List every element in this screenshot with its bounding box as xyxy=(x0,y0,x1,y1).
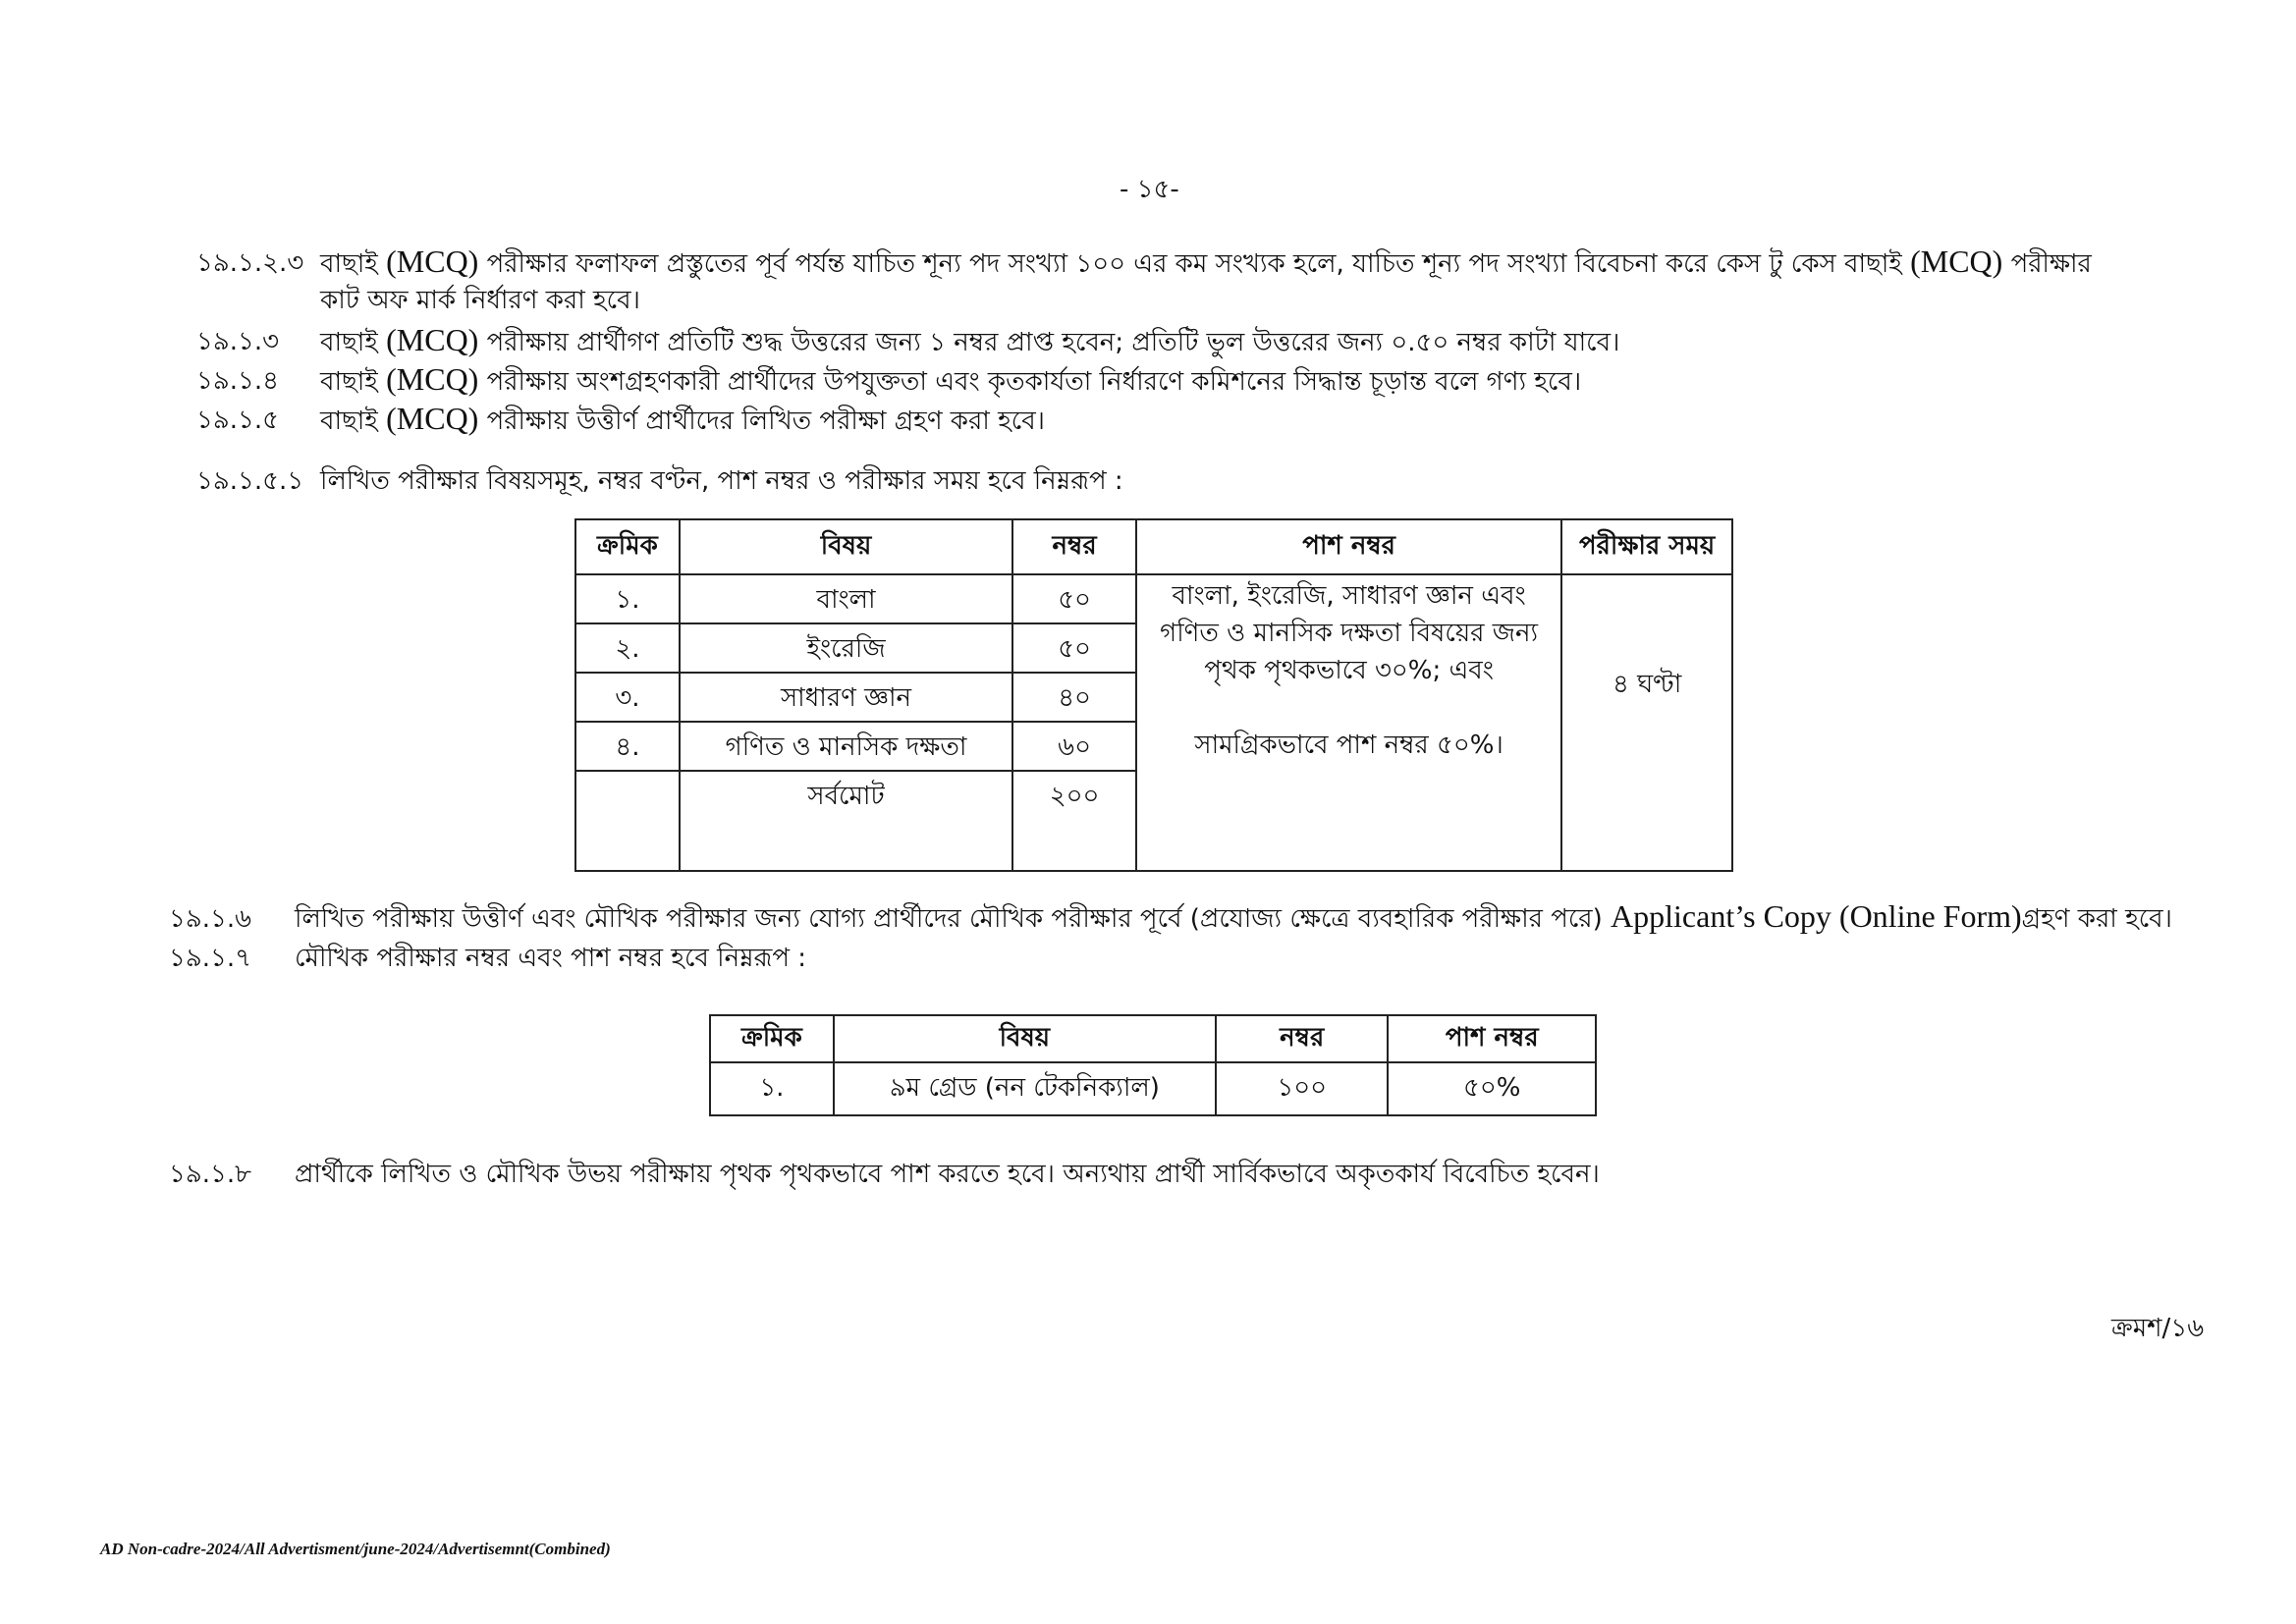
clause-number: ১৯.১.৮ xyxy=(169,1160,252,1189)
clause-text-part: লিখিত পরীক্ষায় উত্তীর্ণ এবং মৌখিক পরীক্ষার জন্য যোগ্য প্রার্থীদের মৌখিক পরীক্ষার পূর্বে (প্রযোজ্য ক্ষেত্রে ব্যবহারিক পরীক্ষার পরে) xyxy=(295,904,1603,934)
footer-file-path: AD Non-cadre-2024/All Advertisment/june-2024/Advertisemnt(Combined) xyxy=(100,1540,611,1558)
pass-rule-line: গণিত ও মানসিক দক্ষতা বিষয়ের জন্য xyxy=(1160,619,1539,648)
cell-serial: ১. xyxy=(575,574,680,623)
cell-marks: ৫০ xyxy=(1012,574,1136,623)
clause-text: প্রার্থীকে লিখিত ও মৌখিক উভয় পরীক্ষায় পৃথক পৃথকভাবে পাশ করতে হবে। অন্যথায় প্রার্থী সার্বিকভাবে অকৃতকার্য বিবেচিত হবেন। xyxy=(295,1160,1600,1189)
viva-exam-table xyxy=(709,1014,1597,1116)
cell-marks: ৪০ xyxy=(1012,673,1136,722)
clause-number: ১৯.১.৭ xyxy=(169,944,252,973)
mcq-label: (MCQ) xyxy=(386,322,479,357)
clause-text-part: পরীক্ষার ফলাফল প্রস্তুতের পূর্ব পর্যন্ত যাচিত শূন্য পদ সংখ্যা ১০০ এর কম সংখ্যক হলে, যাচিত শূন্য পদ সংখ্যা বিবেচনা করে কেস টু কেস বাছাই xyxy=(486,249,1902,279)
cell-subject: ইংরেজি xyxy=(680,623,1012,673)
clause-text xyxy=(295,898,2172,937)
header-pass-marks: পাশ নম্বর xyxy=(1388,1015,1596,1062)
cell-serial-empty xyxy=(575,771,680,871)
pass-rule-line: বাংলা, ইংরেজি, সাধারণ জ্ঞান এবং xyxy=(1172,581,1526,611)
cell-serial: ১. xyxy=(710,1062,834,1115)
mcq-label: (MCQ) xyxy=(1910,244,2003,279)
cell-subject: বাংলা xyxy=(680,574,1012,623)
clause-text: মৌখিক পরীক্ষার নম্বর এবং পাশ নম্বর হবে নিম্নরূপ : xyxy=(295,944,807,973)
cell-subject: সাধারণ জ্ঞান xyxy=(680,673,1012,722)
clause-number: ১৯.১.৫.১ xyxy=(196,466,304,496)
applicant-copy-label: Applicant’s Copy (Online Form) xyxy=(1611,898,2022,934)
pass-rule-line: পৃথক পৃথকভাবে ৩০%; এবং xyxy=(1204,656,1494,685)
header-serial: ক্রমিক xyxy=(575,519,680,574)
page-number: - ১৫- xyxy=(1120,175,1179,204)
clause-text-part: বাছাই xyxy=(320,406,378,436)
cell-marks: ৫০ xyxy=(1012,623,1136,673)
cell-pass-rules xyxy=(1136,574,1561,871)
cell-total-value: ২০০ xyxy=(1012,771,1136,871)
cell-pass-marks: ৫০% xyxy=(1388,1062,1596,1115)
mcq-label: (MCQ) xyxy=(386,244,479,279)
clause-number: ১৯.১.৫ xyxy=(196,406,280,435)
clause-number: ১৯.১.২.৩ xyxy=(196,248,304,278)
cell-total-label: সর্বমোট xyxy=(680,771,1012,871)
clause-text-part: গ্রহণ করা হবে। xyxy=(2021,904,2172,934)
clause-text-part: পরীক্ষার xyxy=(2010,249,2092,279)
clause-text xyxy=(320,401,1045,439)
clause-text-part: বাছাই xyxy=(320,249,378,279)
clause-text xyxy=(320,322,1619,360)
table-header-row xyxy=(575,519,1732,574)
header-serial: ক্রমিক xyxy=(710,1015,834,1062)
header-exam-time: পরীক্ষার সময় xyxy=(1561,519,1732,574)
clause-number: ১৯.১.৪ xyxy=(196,366,280,396)
cell-serial: ৩. xyxy=(575,673,680,722)
header-marks: নম্বর xyxy=(1216,1015,1389,1062)
cell-marks: ১০০ xyxy=(1216,1062,1389,1115)
mcq-label: (MCQ) xyxy=(386,361,479,397)
mcq-label: (MCQ) xyxy=(386,401,479,436)
cell-serial: ২. xyxy=(575,623,680,673)
clause-text-part: বাছাই xyxy=(320,367,378,397)
written-exam-table xyxy=(574,518,1733,872)
cell-subject: ৯ম গ্রেড (নন টেকনিক্যাল) xyxy=(834,1062,1216,1115)
clause-text xyxy=(320,244,2092,282)
header-subject: বিষয় xyxy=(680,519,1012,574)
table-row xyxy=(575,574,1732,623)
table-header-row xyxy=(710,1015,1596,1062)
pass-rule-line: সামগ্রিকভাবে পাশ নম্বর ৫০%। xyxy=(1194,731,1503,760)
cell-exam-time: ৪ ঘণ্টা xyxy=(1561,574,1732,871)
cell-marks: ৬০ xyxy=(1012,722,1136,771)
header-pass-marks: পাশ নম্বর xyxy=(1136,519,1561,574)
clause-number: ১৯.১.৩ xyxy=(196,327,280,356)
continued-marker: ক্রমশ/১৬ xyxy=(2111,1314,2205,1343)
clause-text xyxy=(320,361,1581,400)
table-row xyxy=(710,1062,1596,1115)
header-marks: নম্বর xyxy=(1012,519,1136,574)
clause-text: লিখিত পরীক্ষার বিষয়সমূহ, নম্বর বণ্টন, পাশ নম্বর ও পরীক্ষার সময় হবে নিম্নরূপ : xyxy=(320,466,1123,496)
cell-subject: গণিত ও মানসিক দক্ষতা xyxy=(680,722,1012,771)
clause-text-part: বাছাই xyxy=(320,328,378,357)
clause-text-part: পরীক্ষায় উত্তীর্ণ প্রার্থীদের লিখিত পরীক্ষা গ্রহণ করা হবে। xyxy=(486,406,1045,436)
clause-text-part: পরীক্ষায় প্রার্থীগণ প্রতিটি শুদ্ধ উত্তরের জন্য ১ নম্বর প্রাপ্ত হবেন; প্রতিটি ভুল উত্তরের জন্য ০.৫০ নম্বর কাটা যাবে। xyxy=(486,328,1620,357)
clause-text-line2: কাট অফ মার্ক নির্ধারণ করা হবে। xyxy=(320,286,640,315)
cell-serial: ৪. xyxy=(575,722,680,771)
header-subject: বিষয় xyxy=(834,1015,1216,1062)
clause-text-part: পরীক্ষায় অংশগ্রহণকারী প্রার্থীদের উপযুক্ততা এবং কৃতকার্যতা নির্ধারণে কমিশনের সিদ্ধান্ত চূড়ান্ত বলে গণ্য হবে। xyxy=(486,367,1582,397)
clause-number: ১৯.১.৬ xyxy=(169,904,252,934)
